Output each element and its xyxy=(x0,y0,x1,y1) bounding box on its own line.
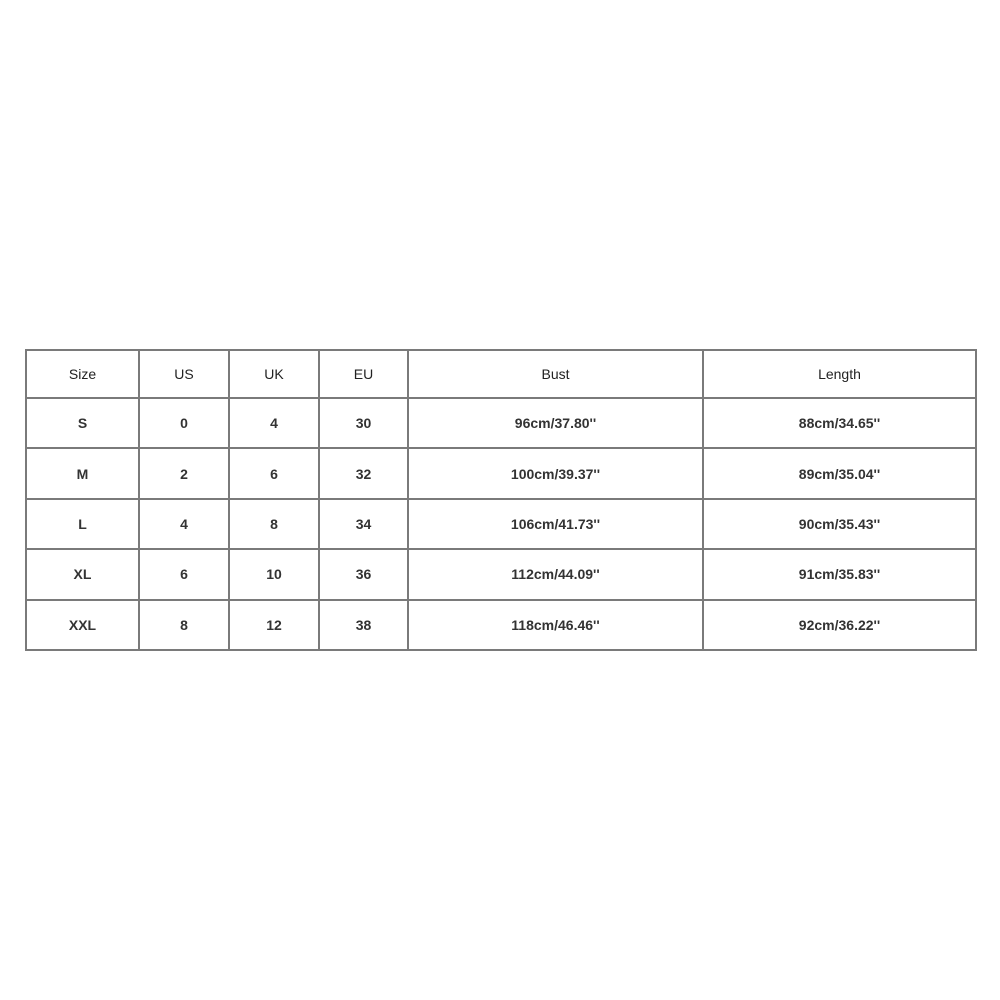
cell-us: 8 xyxy=(139,600,229,650)
cell-size: M xyxy=(26,448,139,498)
table-row xyxy=(26,448,976,498)
table-row xyxy=(26,398,976,448)
cell-uk: 8 xyxy=(229,499,319,549)
table-header-row xyxy=(26,350,976,398)
cell-bust: 96cm/37.80'' xyxy=(408,398,703,448)
cell-length: 92cm/36.22'' xyxy=(703,600,976,650)
header-length: Length xyxy=(703,350,976,398)
cell-bust: 118cm/46.46'' xyxy=(408,600,703,650)
table-row xyxy=(26,600,976,650)
cell-size: S xyxy=(26,398,139,448)
cell-uk: 4 xyxy=(229,398,319,448)
cell-length: 90cm/35.43'' xyxy=(703,499,976,549)
cell-bust: 112cm/44.09'' xyxy=(408,549,703,599)
cell-eu: 32 xyxy=(319,448,408,498)
cell-eu: 38 xyxy=(319,600,408,650)
header-bust: Bust xyxy=(408,350,703,398)
size-chart-table xyxy=(25,349,977,651)
cell-bust: 106cm/41.73'' xyxy=(408,499,703,549)
header-eu: EU xyxy=(319,350,408,398)
cell-uk: 10 xyxy=(229,549,319,599)
cell-us: 0 xyxy=(139,398,229,448)
cell-eu: 36 xyxy=(319,549,408,599)
cell-size: L xyxy=(26,499,139,549)
cell-uk: 12 xyxy=(229,600,319,650)
cell-eu: 30 xyxy=(319,398,408,448)
header-us: US xyxy=(139,350,229,398)
cell-length: 88cm/34.65'' xyxy=(703,398,976,448)
table-row xyxy=(26,549,976,599)
header-uk: UK xyxy=(229,350,319,398)
cell-bust: 100cm/39.37'' xyxy=(408,448,703,498)
cell-length: 91cm/35.83'' xyxy=(703,549,976,599)
cell-us: 2 xyxy=(139,448,229,498)
cell-us: 4 xyxy=(139,499,229,549)
table-row xyxy=(26,499,976,549)
cell-eu: 34 xyxy=(319,499,408,549)
cell-uk: 6 xyxy=(229,448,319,498)
cell-length: 89cm/35.04'' xyxy=(703,448,976,498)
cell-us: 6 xyxy=(139,549,229,599)
header-size: Size xyxy=(26,350,139,398)
cell-size: XXL xyxy=(26,600,139,650)
cell-size: XL xyxy=(26,549,139,599)
